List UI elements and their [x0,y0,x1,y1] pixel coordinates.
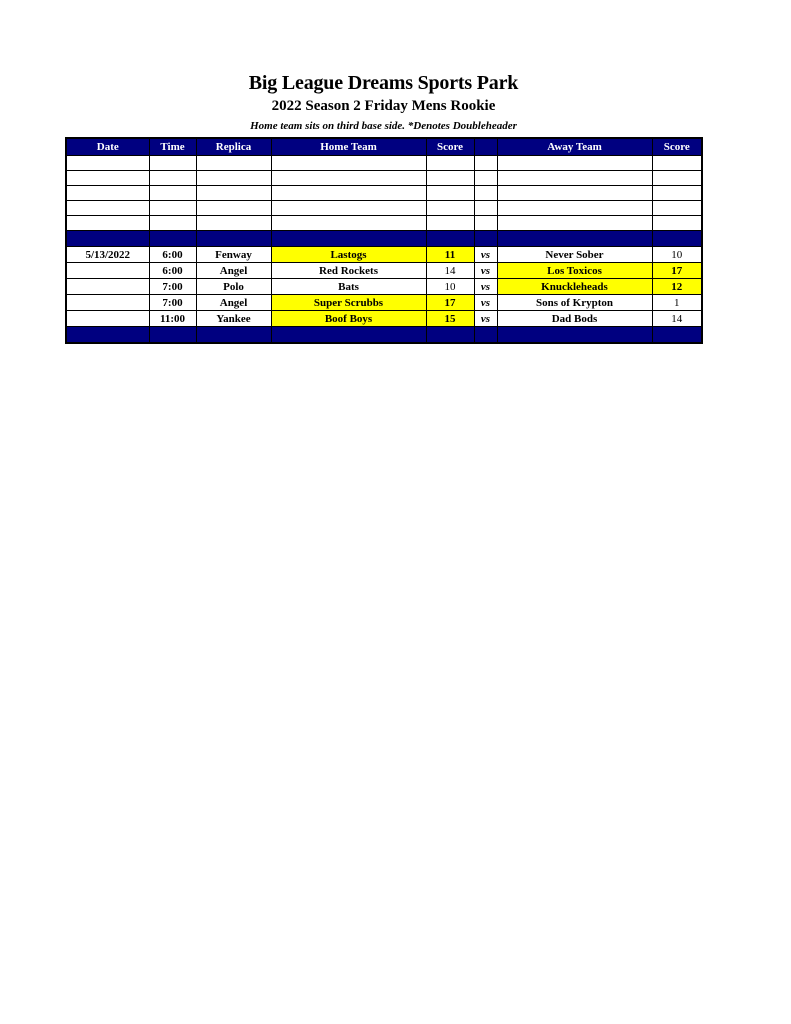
cell-away-team: Knuckleheads [497,279,652,295]
cell-replica: Yankee [196,311,271,327]
cell-vs: vs [474,311,497,327]
cell-home-score: 10 [426,279,474,295]
cell-away-team: Los Toxicos [497,263,652,279]
page-subtitle: 2022 Season 2 Friday Mens Rookie [271,98,496,114]
cell-away-score: 14 [652,311,702,327]
cell-vs: vs [474,279,497,295]
cell-home-team: Bats [271,279,426,295]
cell-away-team: Never Sober [497,247,652,263]
column-header: Home Team [271,138,426,156]
cell-date [66,311,149,327]
cell-time: 7:00 [149,295,196,311]
cell-vs: vs [474,247,497,263]
column-header [474,138,497,156]
cell-time: 11:00 [149,311,196,327]
cell-vs: vs [474,295,497,311]
table-header-row [66,138,702,156]
page-note: Home team sits on third base side. *Denotes Doubleheader [250,120,517,132]
column-header: Time [149,138,196,156]
cell-away-score: 1 [652,295,702,311]
column-header: Date [66,138,149,156]
cell-home-team: Red Rockets [271,263,426,279]
cell-time: 6:00 [149,247,196,263]
cell-home-team: Lastogs [271,247,426,263]
column-header: Away Team [497,138,652,156]
cell-time: 7:00 [149,279,196,295]
cell-home-team: Boof Boys [271,311,426,327]
column-header: Replica [196,138,271,156]
divider-band [66,327,702,344]
column-header: Score [426,138,474,156]
blank-row [66,186,702,201]
cell-home-score: 17 [426,295,474,311]
cell-away-score: 17 [652,263,702,279]
divider-band [66,231,702,247]
cell-home-team: Super Scrubbs [271,295,426,311]
blank-row [66,216,702,231]
blank-row [66,201,702,216]
cell-home-score: 14 [426,263,474,279]
table-row [66,279,702,295]
table-row [66,311,702,327]
cell-away-team: Dad Bods [497,311,652,327]
cell-replica: Polo [196,279,271,295]
blank-row [66,171,702,186]
table-row [66,295,702,311]
cell-date [66,279,149,295]
column-header: Score [652,138,702,156]
cell-home-score: 11 [426,247,474,263]
cell-time: 6:00 [149,263,196,279]
page-title: Big League Dreams Sports Park [248,72,519,94]
blank-row [66,156,702,171]
cell-replica: Fenway [196,247,271,263]
cell-away-score: 10 [652,247,702,263]
cell-away-score: 12 [652,279,702,295]
cell-away-team: Sons of Krypton [497,295,652,311]
cell-replica: Angel [196,295,271,311]
cell-vs: vs [474,263,497,279]
table-row [66,247,702,263]
cell-date [66,263,149,279]
cell-replica: Angel [196,263,271,279]
cell-date [66,295,149,311]
cell-home-score: 15 [426,311,474,327]
schedule-table [65,137,703,344]
table-row [66,263,702,279]
cell-date: 5/13/2022 [66,247,149,263]
